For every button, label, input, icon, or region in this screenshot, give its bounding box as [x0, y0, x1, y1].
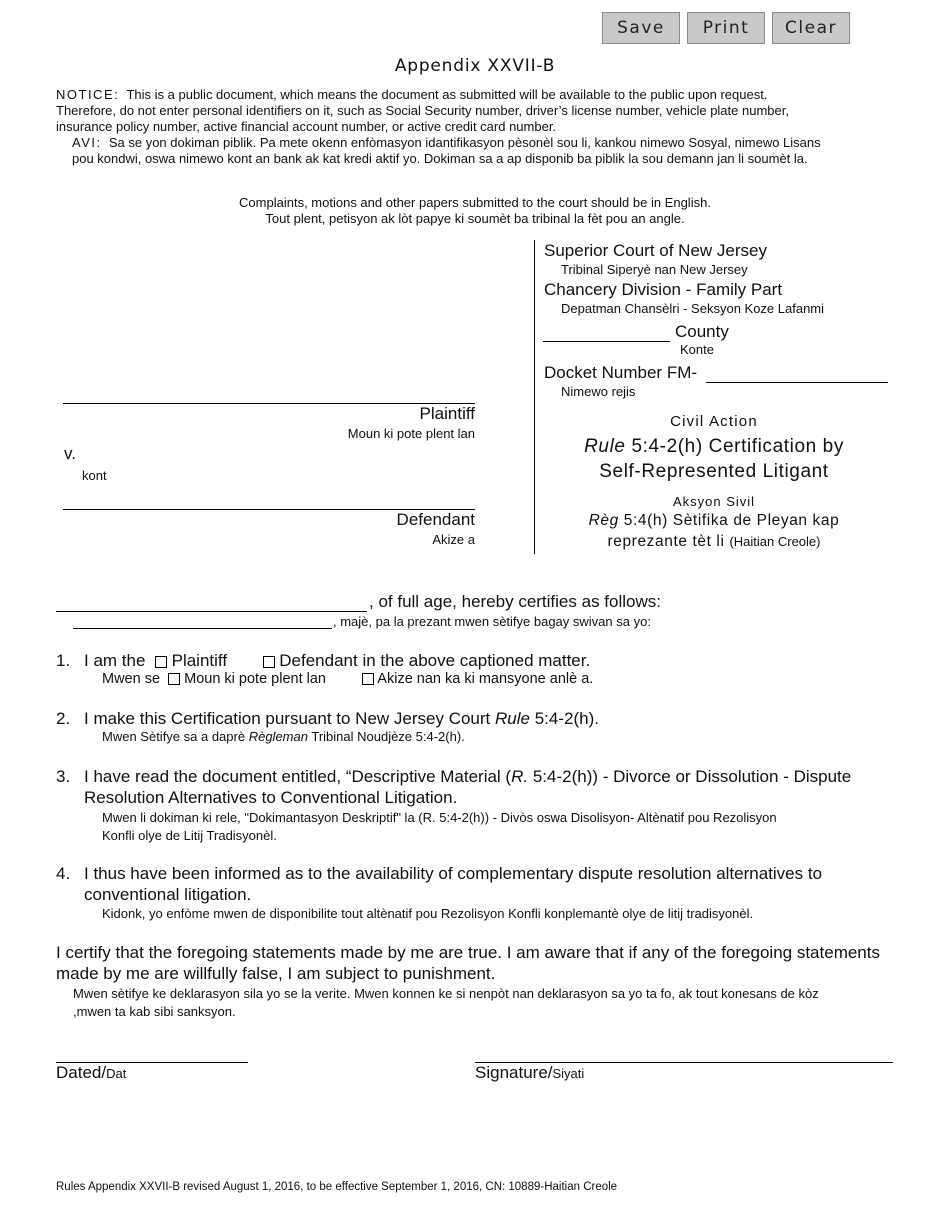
county-input[interactable]	[543, 341, 670, 342]
certifies-text: , of full age, hereby certifies as follows:	[369, 592, 661, 611]
item-1-number: 1.	[56, 651, 71, 670]
court-name-hc: Tribinal Siperyè nan New Jersey	[561, 262, 748, 277]
item-3	[84, 766, 884, 808]
signature-label-en: Signature/	[475, 1063, 553, 1082]
county-label: County	[675, 322, 729, 341]
civil-action: Civil Action	[670, 413, 758, 430]
county-label-hc: Konte	[680, 342, 714, 357]
dated-label-en: Dated/	[56, 1063, 107, 1082]
page-title: Appendix XXVII-B	[394, 56, 556, 76]
item-3-hc	[102, 809, 902, 845]
plaintiff-checkbox[interactable]	[155, 656, 167, 668]
form-title	[544, 434, 884, 484]
dated-label-hc: Dat	[106, 1066, 127, 1081]
certification-line-1: I certify that the foregoing statements made by me are true. I am aware that if any of the foregoing statements	[56, 943, 880, 962]
notice-line-1: This is a public document, which means the document as submitted will be available to the public upon request.	[126, 87, 768, 102]
division-name-hc: Depatman Chansèlri - Seksyon Koze Lafanmi	[561, 301, 825, 316]
print-button[interactable]: Print	[687, 12, 765, 44]
item-2-number: 2.	[56, 709, 71, 728]
plaintiff-label: Plaintiff	[419, 404, 475, 423]
english-notice	[0, 195, 950, 227]
docket-label-hc: Nimewo rejis	[561, 384, 636, 399]
notice-line-2: Therefore, do not enter personal identifiers on it, such as Social Security number, driver’s license number, vehicle plate number,	[56, 103, 789, 118]
aksyon-sivil: Aksyon Sivil	[672, 494, 756, 509]
plaintiff-checkbox-hc[interactable]	[168, 673, 180, 685]
versus-label: v.	[64, 444, 76, 463]
certifier-name-hc-input[interactable]	[73, 628, 332, 629]
avi-label: AVI:	[72, 135, 102, 150]
certifier-name-input[interactable]	[56, 611, 367, 612]
item-2-rule: Rule	[495, 709, 530, 728]
form-title-hc-reg: Règ	[588, 512, 619, 529]
avi-line-1: Sa se yon dokiman piblik. Pa mete okenn enfòmasyon idantifikasyon pèsonèl sou li, kankou nimewo Sosyal, nimewo Lisans	[108, 135, 821, 150]
division-name: Chancery Division - Family Part	[544, 280, 783, 299]
certification-statement	[56, 942, 936, 984]
form-title-hc-line-2: reprezante tèt li	[607, 533, 725, 550]
item-3-rule: R.	[511, 767, 529, 786]
item-3-text-a: I have read the document entitled, “Descriptive Material (	[84, 767, 512, 786]
item-2-hc	[102, 729, 465, 745]
item-1	[84, 650, 590, 671]
item-3-number: 3.	[56, 767, 71, 786]
item-3-hc-line-1: Mwen li dokiman ki rele, "Dokimantasyon Deskriptif" la (R. 5:4-2(h)) - Divòs oswa Disolisyon- Altènatif pou Rezolisyon	[102, 810, 777, 825]
certification-hc-line-2: ,mwen ta kab sibi sanksyon.	[73, 1004, 236, 1019]
item-4-line-2: conventional litigation.	[84, 885, 252, 904]
plaintiff-option-label-hc: Moun ki pote plent lan	[184, 671, 326, 687]
signature-label-hc: Siyati	[552, 1066, 585, 1081]
item-4-number: 4.	[56, 864, 71, 883]
language-label: (Haitian Creole)	[729, 534, 821, 549]
item-2-hc-text: Mwen Sètifye sa a daprè	[102, 729, 246, 744]
form-title-hc	[544, 510, 884, 552]
form-title-line-2: Self-Represented Litigant	[599, 461, 829, 482]
item-1-hc	[102, 670, 593, 688]
avi-line-2: pou kondwi, oswa nimewo kont an bank ak kat kredi aktif yo. Dokiman sa a ap disponib ba piblik la sou demann jan li soumèt la.	[72, 151, 808, 166]
docket-number-input[interactable]	[706, 382, 888, 383]
item-1-text: I am the	[84, 651, 146, 670]
item-3-line-2: Resolution Alternatives to Conventional Litigation.	[84, 788, 458, 807]
defendant-checkbox-hc[interactable]	[362, 673, 374, 685]
footer-text: Rules Appendix XXVII-B revised August 1, 2016, to be effective September 1, 2016, CN: 10889-Haitian Creole	[56, 1181, 618, 1193]
item-1-hc-text: Mwen se	[102, 671, 161, 687]
item-2-hc-end: Tribinal Noudjèze 5:4-2(h).	[311, 729, 465, 744]
caption-divider	[534, 240, 535, 554]
plaintiff-option-label: Plaintiff	[171, 651, 228, 670]
plaintiff-label-hc: Moun ki pote plent lan	[347, 426, 475, 441]
dated-label	[56, 1063, 126, 1083]
defendant-option-label: Defendant in the above captioned matter.	[279, 651, 591, 670]
clear-button[interactable]: Clear	[772, 12, 850, 44]
english-line-1: Complaints, motions and other papers submitted to the court should be in English.	[239, 195, 711, 210]
english-line-2: Tout plent, petisyon ak lòt papye ki soumèt ba tribinal la fèt pou an angle.	[265, 211, 685, 226]
signature-label	[475, 1063, 584, 1083]
form-title-rule: Rule	[584, 436, 626, 457]
item-2-text: I make this Certification pursuant to New Jersey Court	[84, 709, 491, 728]
court-name: Superior Court of New Jersey	[544, 241, 767, 260]
item-3-hc-line-2: Konfli olye de Litij Tradisyonèl.	[102, 828, 277, 843]
form-title-line-1: 5:4-2(h) Certification by	[631, 436, 844, 457]
item-2	[84, 708, 599, 729]
item-3-text-b: 5:4-2(h)) - Divorce or Dissolution - Dispute	[532, 767, 852, 786]
defendant-label: Defendant	[396, 510, 475, 529]
certification-statement-hc	[73, 985, 933, 1021]
certification-hc-line-1: Mwen sètifye ke deklarasyon sila yo se la verite. Mwen konnen ke si nenpòt nan deklarasyon sa yo ta fo, ak tout konesans de kòz	[73, 986, 819, 1001]
defendant-checkbox[interactable]	[263, 656, 275, 668]
item-4-hc: Kidonk, yo enfòme mwen de disponibilite tout altènatif pou Rezolisyon Konfli konplemantè olye de litij tradisyonèl.	[102, 906, 754, 921]
item-2-end: 5:4-2(h).	[534, 709, 599, 728]
certifies-text-hc: , majè, pa la prezant mwen sètifye bagay swivan sa yo:	[333, 614, 651, 629]
form-title-hc-line-1: 5:4(h) Sètifika de Pleyan kap	[623, 512, 840, 529]
notice-line-3: insurance policy number, active financial account number, or active credit card number.	[56, 119, 557, 134]
item-4	[84, 863, 884, 905]
certification-line-2: made by me are willfully false, I am subject to punishment.	[56, 964, 496, 983]
item-2-hc-reg: Règleman	[248, 729, 308, 744]
notice-label: NOTICE:	[56, 87, 120, 102]
save-button[interactable]: Save	[602, 12, 680, 44]
defendant-option-label-hc: Akize nan ka ki mansyone anlè a.	[377, 671, 594, 687]
defendant-label-hc: Akize a	[432, 532, 475, 547]
versus-label-hc: kont	[82, 468, 107, 483]
notice	[56, 87, 936, 167]
docket-label: Docket Number FM-	[544, 363, 698, 382]
item-4-line-1: I thus have been informed as to the availability of complementary dispute resolution alternatives to	[84, 864, 823, 883]
